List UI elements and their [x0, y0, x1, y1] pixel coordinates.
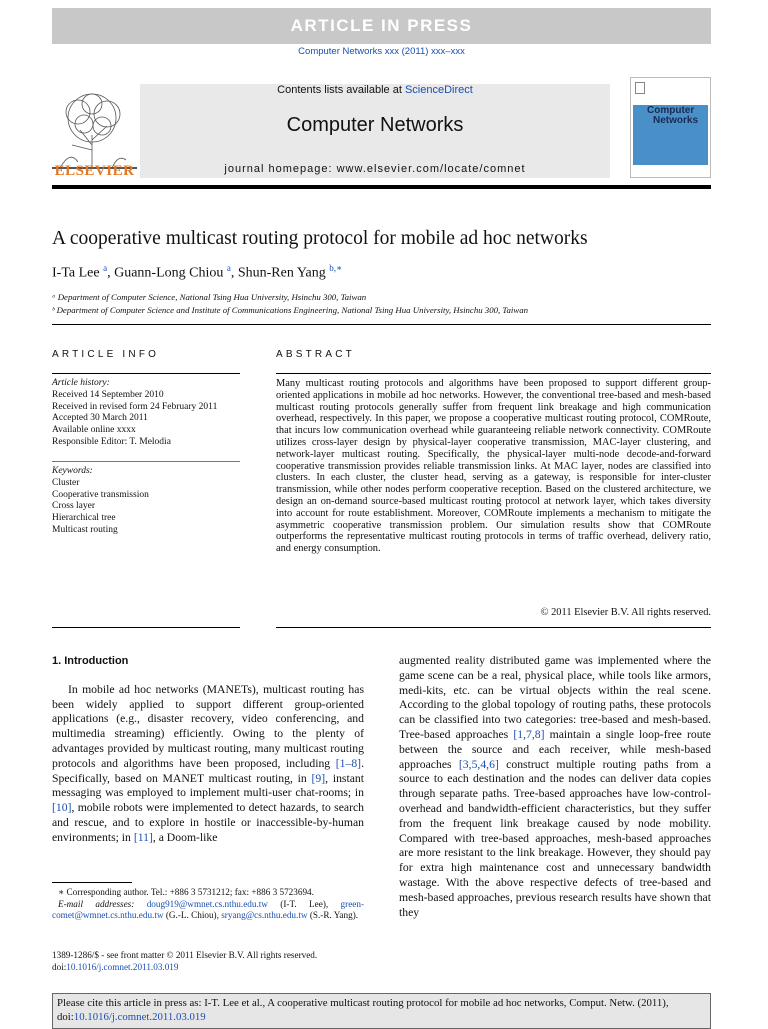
article-history	[52, 378, 240, 449]
cover-title-line-2: Networks	[653, 115, 699, 126]
text-run: (I-T. Lee),	[267, 898, 341, 909]
history-item: Received 14 September 2010	[52, 389, 164, 400]
history-item: Accepted 30 March 2011	[52, 413, 148, 424]
text-run: , mobile robots were implemented to detect hazards, to search and rescue, and to explore in hostile or inaccessible-by-human environments; in	[52, 801, 364, 844]
section-rule	[52, 324, 711, 325]
affiliation-a: ᵃ Department of Computer Science, National Tsing Hua University, Hsinchu 300, Taiwan	[52, 292, 367, 302]
corresponding-author-note: ∗ Corresponding author. Tel.: +886 3 5731212; fax: +886 3 5723694.	[58, 887, 314, 897]
citation-link[interactable]: [9]	[311, 771, 326, 785]
history-item: Available online xxxx	[52, 425, 136, 436]
text-run: . Specifically, based on MANET multicast routing, in	[52, 756, 364, 785]
author-name: Shun-Ren Yang	[237, 265, 326, 281]
author-name: I-Ta Lee	[52, 265, 100, 281]
text-run: , a Doom-like	[152, 830, 218, 844]
history-label: Article history:	[52, 378, 110, 388]
copyright-notice: © 2011 Elsevier B.V. All rights reserved.	[540, 607, 711, 618]
email-link[interactable]: sryang@cs.nthu.edu.tw	[221, 910, 308, 921]
keywords-block	[52, 466, 240, 537]
cover-title	[647, 106, 698, 126]
body-paragraph	[399, 654, 711, 920]
author-list: I-Ta Lee $^a$, Guann-Long Chiou $^a$, Shun-Ren Yang $^{b,∗}$	[52, 263, 343, 281]
cover-title-line-1: Computer	[647, 105, 695, 116]
history-item: Received in revised form 24 February 2011	[52, 401, 218, 412]
contents-prefix: Contents lists available at	[277, 84, 405, 96]
journal-title: Computer Networks	[286, 114, 464, 136]
abstract-heading: ABSTRACT	[276, 349, 355, 360]
text-run: maintain a single loop-free route between the source and each receiver, while mesh-based approaches	[399, 727, 711, 771]
journal-reference[interactable]: Computer Networks xxx (2011) xxx–xxx	[298, 46, 465, 57]
abstract-rule	[276, 373, 711, 374]
keyword-item: Multicast routing	[52, 524, 118, 535]
section-heading-introduction: 1. Introduction	[52, 655, 129, 667]
body-column-right	[399, 654, 711, 920]
body-paragraph	[52, 683, 364, 846]
publisher-name: ELSEVIER	[54, 163, 135, 179]
citation-link[interactable]: [3,5,4,6]	[458, 757, 499, 771]
sciencedirect-link[interactable]: ScienceDirect	[404, 84, 473, 96]
author-name: Guann-Long Chiou	[114, 265, 224, 281]
keyword-item: Cluster	[52, 477, 80, 488]
citation-link[interactable]: [1,7,8]	[513, 727, 545, 741]
email-addresses	[52, 899, 364, 922]
journal-homepage[interactable]: journal homepage: www.elsevier.com/locate/comnet	[224, 163, 526, 175]
doi-prefix: doi:	[52, 962, 67, 972]
citation-link[interactable]: [11]	[133, 830, 153, 844]
citation-link[interactable]: [1–8]	[335, 756, 362, 770]
article-in-press-banner: ARTICLE IN PRESS	[52, 8, 711, 44]
article-info-rule	[52, 373, 240, 374]
article-info-heading: ARTICLE INFO	[52, 349, 160, 360]
keyword-item: Hierarchical tree	[52, 513, 116, 524]
text-run: , instant messaging was employed to implement multi-user chat-rooms; in	[52, 771, 364, 800]
footnote	[52, 887, 364, 922]
citation-link[interactable]: [10]	[52, 801, 72, 815]
text-run: augmented reality distributed game was implemented where the game scene can be a real, physical place, while tools like armors, medi-kits, etc. can be virtual objects within the real scene. According to the global topology of routing paths, these protocols can be classified into two categories: tree-based and mesh-based. Tree-based approaches	[399, 654, 711, 741]
text-run: In mobile ad hoc networks (MANETs), multicast routing has been widely applied to support different group-oriented applications (e.g., disaster recovery, video conferencing, and multimedia streaming) efficiently. Owing to the plenty of advantages provided by multicast routing, many multicast routing protocols and algorithms have been proposed, including	[52, 682, 364, 770]
masthead-rule	[52, 185, 711, 189]
abstract-bottom-rule	[276, 627, 711, 628]
front-matter-line: 1389-1286/$ - see front matter © 2011 Elsevier B.V. All rights reserved.	[52, 950, 318, 960]
text-run: construct multiple routing paths from a source to each destination and the nodes can deliver data copies through separate paths. Tree-based approaches have low-control-overhead and bandwidth-efficient characteristics, but they suffer from the frequent link breakage caused by node mobility. Compared with tree-based approaches, mesh-based approaches are more resistant to the link breakage. However, they should pay for extra high maintenance cost and unnecessary bandwidth wastage. With the above respective defects of tree-based and mesh-based approaches, previous research results have shown that they	[399, 757, 711, 919]
abstract-text: Many multicast routing protocols and algorithms have been proposed to support different group-oriented applications in mobile ad hoc networks. However, the conventional tree-based and mesh-based multicast routing protocols generally suffer from frequent link breakage and high communication overhead, respectively. In this paper, we propose a cooperative multicast routing protocol, COMRoute, that incurs low communication overhead while guaranteeing reliable network connectivity. COMRoute utilizes cross-layer design by physical-layer cooperative transmission, MAC-layer clustering, and network-layer multicast routing. Specifically, the physical-layer multi-node decode-and-forward cooperative transmission provides reliable transmission links. At MAC layer, nodes are classified into clusters. In each cluster, the cluster head, serving as a gateway, is responsible for inter-cluster transmission, while other nodes perform cooperative reception. Based on the clustered architecture, we design an on-demand source-based multicast routing protocol at network layer, which takes diversity into account for route establishment. Moreover, COMRoute implements a mechanism to mitigate the asymmetric cooperative transmission problem. Our simulation results show that COMRoute outperforms the representative multicast routing protocols in terms of traffic overhead, delivery ratio, and energy consumption.	[276, 378, 711, 555]
issn-block	[52, 949, 364, 973]
journal-cover-thumbnail	[630, 77, 711, 178]
citation-doi-link[interactable]: 10.1016/j.comnet.2011.03.019	[73, 1011, 206, 1023]
keyword-item: Cross layer	[52, 501, 96, 512]
text-run: (S.-R. Yang).	[307, 910, 359, 921]
author-affil-mark[interactable]: b,∗	[329, 263, 343, 273]
email-link[interactable]: doug919@wmnet.cs.nthu.edu.tw	[146, 898, 268, 909]
body-column-left	[52, 654, 364, 846]
footnote-rule	[52, 882, 132, 883]
text-run: (G.-L. Chiou),	[163, 910, 222, 921]
author-affil-mark[interactable]: a	[226, 263, 231, 273]
email-label: E-mail addresses:	[58, 898, 147, 909]
info-bottom-rule	[52, 627, 240, 628]
doi-link[interactable]: 10.1016/j.comnet.2011.03.019	[66, 962, 179, 972]
keywords-label: Keywords:	[52, 466, 93, 476]
keyword-item: Cooperative transmission	[52, 489, 149, 500]
author-affil-mark[interactable]: a	[103, 263, 108, 273]
keywords-rule	[52, 461, 240, 462]
doi-line	[52, 961, 364, 973]
contents-line	[140, 84, 610, 96]
affiliation-b: ᵇ Department of Computer Science and Institute of Communications Engineering, National Tsing Hua University, Hsinchu 300, Taiwan	[52, 305, 528, 315]
email-link[interactable]: green-comet@wmnet.cs.nthu.edu.tw	[52, 898, 365, 921]
citation-text: Please cite this article in press as: I-T. Lee et al., A cooperative multicast routing protocol for mobile ad hoc networks, Comput. Netw. (2011), doi:	[57, 997, 669, 1023]
cover-emblem-icon	[635, 82, 645, 94]
article-title: A cooperative multicast routing protocol for mobile ad hoc networks	[52, 228, 588, 249]
history-item: Responsible Editor: T. Melodia	[52, 436, 171, 447]
